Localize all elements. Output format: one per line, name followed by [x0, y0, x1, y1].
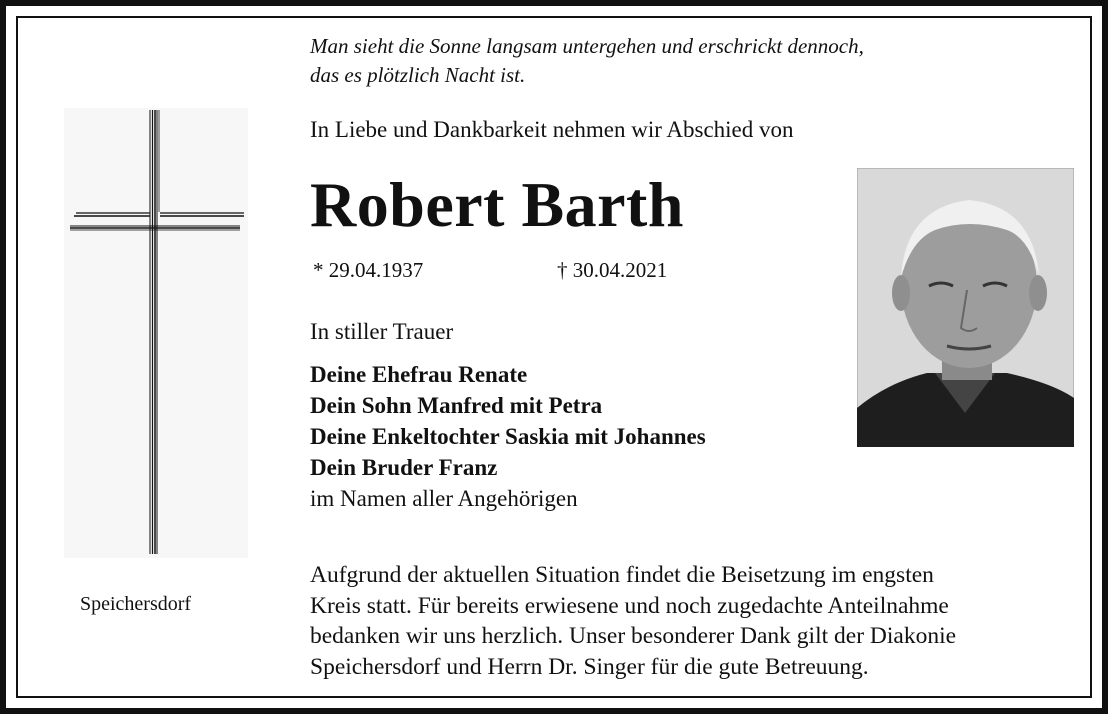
funeral-notice	[310, 560, 1070, 682]
family-list	[310, 359, 706, 514]
notice-line-1: Aufgrund der aktuellen Situation findet die Beisetzung im engsten	[310, 562, 934, 588]
family-footer: im Namen aller Angehörigen	[310, 486, 578, 511]
quote-line-2: das es plötzlich Nacht ist.	[310, 63, 526, 87]
death-date: † 30.04.2021	[557, 258, 668, 282]
birth-date: * 29.04.1937	[313, 258, 424, 282]
intro-text: In Liebe und Dankbarkeit nehmen wir Abschied von	[310, 117, 794, 142]
family-member: Dein Bruder Franz	[310, 455, 498, 480]
family-member: Deine Enkeltochter Saskia mit Johannes	[310, 424, 706, 449]
notice-line-3: bedanken wir uns herzlich. Unser besonderer Dank gilt der Diakonie	[310, 623, 957, 649]
opening-quote	[310, 32, 1010, 90]
quote-line-1: Man sieht die Sonne langsam untergehen und erschrickt dennoch,	[310, 34, 864, 58]
family-member: Dein Sohn Manfred mit Petra	[310, 393, 603, 418]
portrait-photo	[857, 168, 1074, 447]
deceased-name: Robert Barth	[310, 169, 684, 240]
mourning-heading: In stiller Trauer	[310, 319, 454, 344]
family-member: Deine Ehefrau Renate	[310, 362, 528, 387]
place-name: Speichersdorf	[80, 593, 192, 615]
cross-icon	[64, 108, 248, 558]
notice-line-4: Speichersdorf und Herrn Dr. Singer für die gute Betreuung.	[310, 653, 869, 680]
notice-line-2: Kreis statt. Für bereits erwiesene und noch zugedachte Anteilnahme	[310, 592, 949, 619]
